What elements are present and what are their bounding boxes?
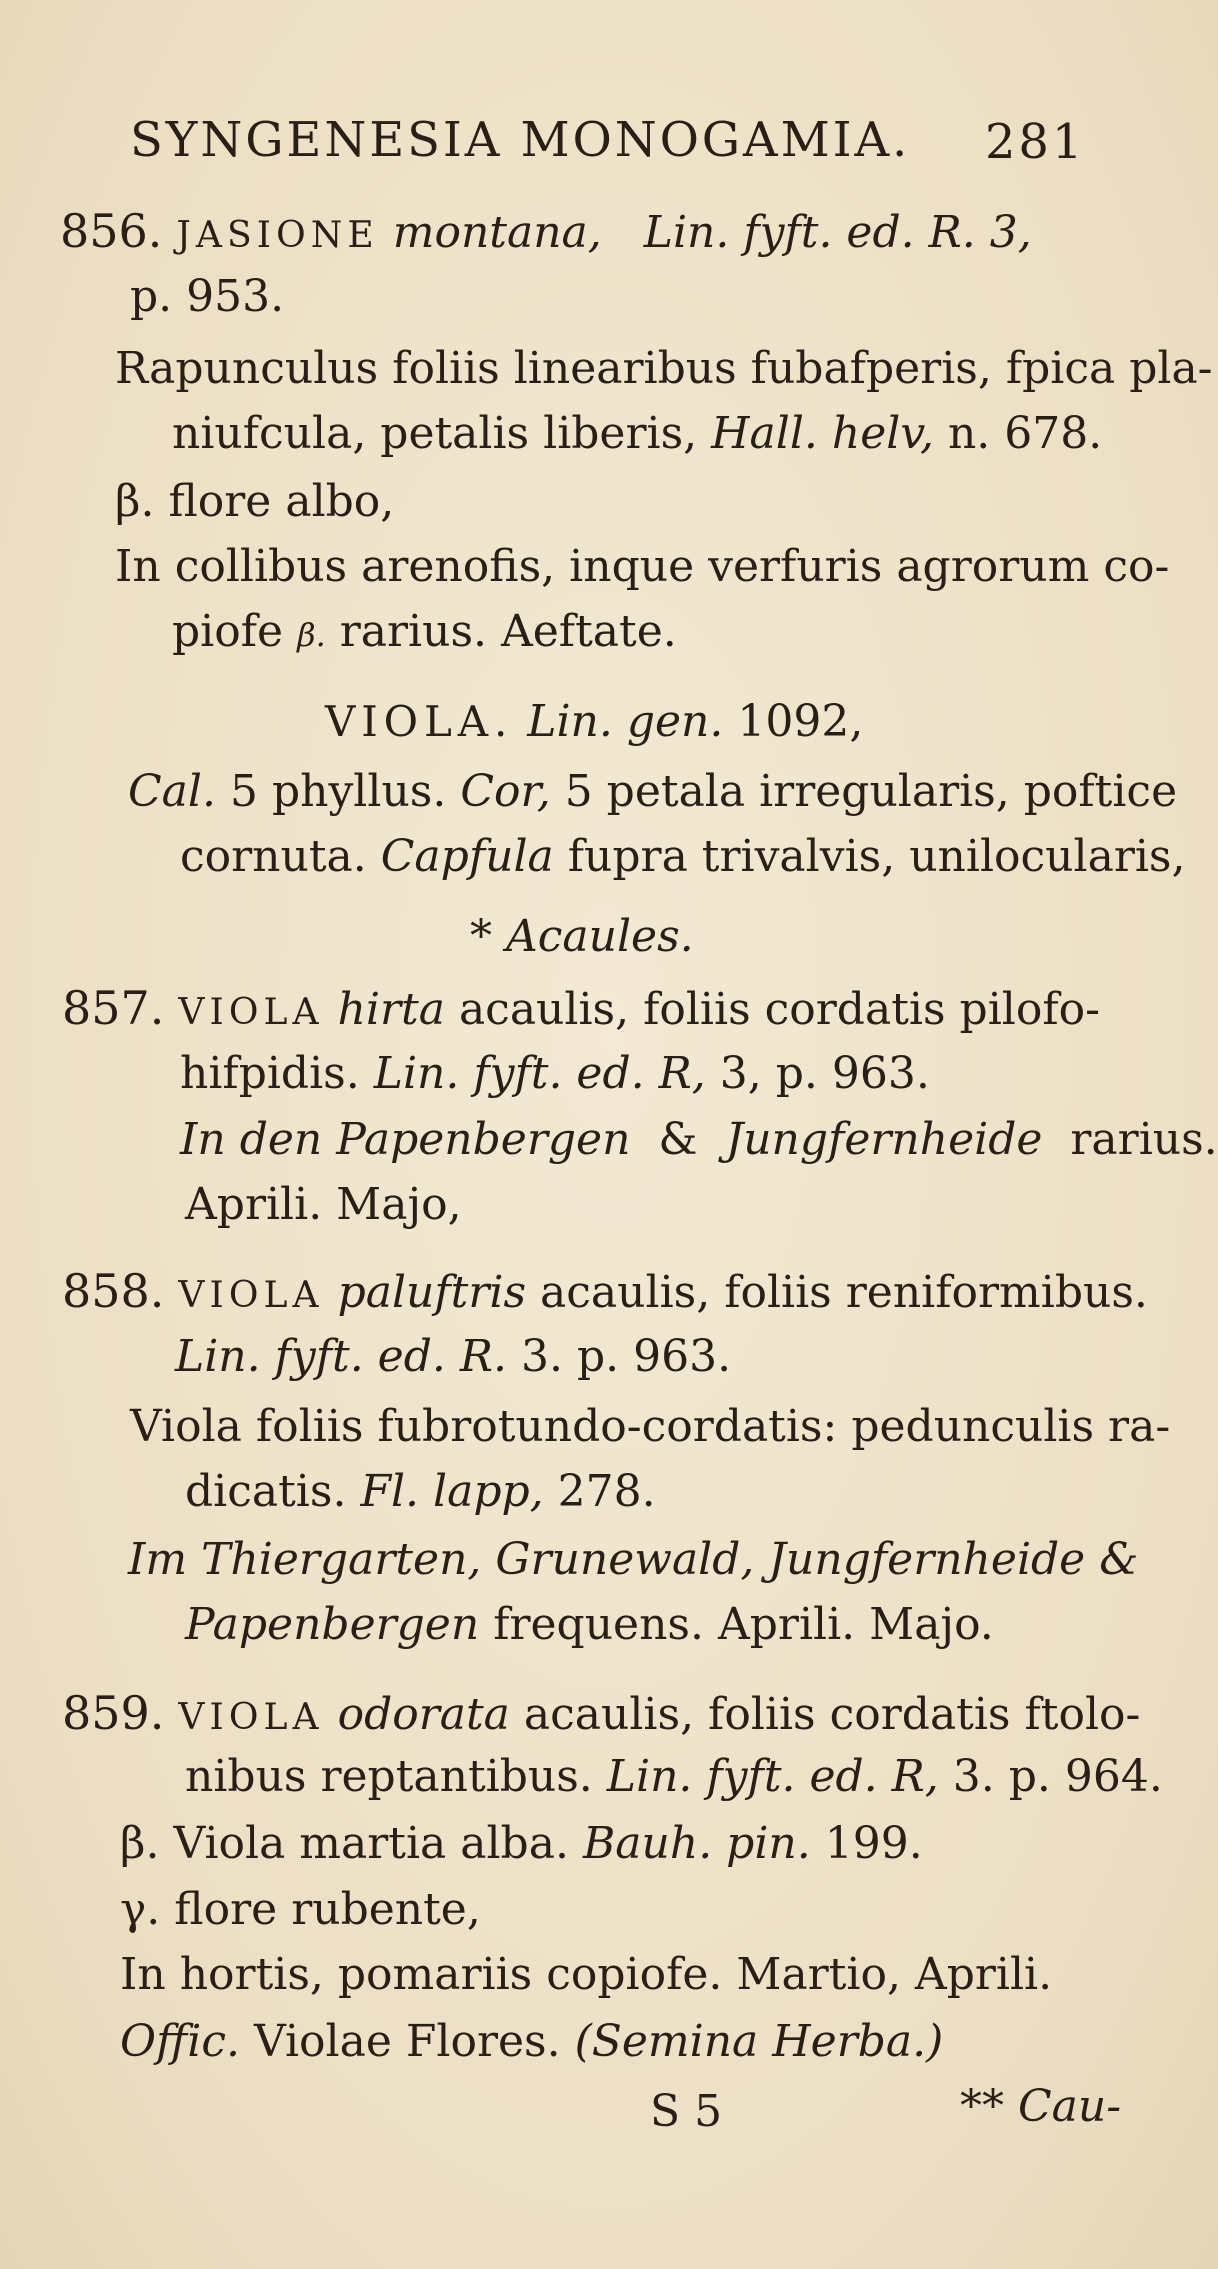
entry-857-line-1 <box>62 981 1100 1035</box>
reference: Lin. fyft. ed. R, <box>373 1048 706 1099</box>
entry-856-line-7 <box>172 606 677 657</box>
entry-859-line-4 <box>120 1884 481 1935</box>
reference: Lin. fyft. ed. R, <box>606 1751 939 1802</box>
species-name: paluftris <box>337 1267 527 1318</box>
entry-858-line-5 <box>128 1534 1139 1585</box>
habitat: piofe <box>172 606 284 657</box>
reference-page: 278. <box>557 1466 656 1517</box>
genus-name: VIOLA. <box>325 697 514 746</box>
reference-page: 199. <box>824 1818 923 1869</box>
genus-name: VIOLA <box>178 1696 324 1738</box>
reference: Lin. gen. <box>527 696 724 747</box>
entry-857-line-4 <box>185 1179 462 1230</box>
description: acaulis, foliis cordatis pilofo- <box>458 984 1100 1035</box>
entry-number: 859. <box>62 1686 165 1740</box>
entry-859-line-3 <box>120 1818 923 1869</box>
genus-name: VIOLA <box>178 991 324 1033</box>
genus-viola-heading <box>325 696 864 747</box>
entry-859-line-2 <box>185 1751 1163 1802</box>
page-number-text: 281 <box>985 114 1086 170</box>
officinal-text: Violae Flores. <box>253 2016 561 2067</box>
habitat: Jungfernheide <box>725 1114 1043 1165</box>
description: cornuta. <box>180 831 367 882</box>
running-head <box>130 112 911 168</box>
description: acaulis, foliis reniformibus. <box>540 1267 1148 1318</box>
entry-856-line-2 <box>130 271 285 322</box>
entry-858-line-3 <box>130 1401 1171 1452</box>
variety-mark: γ. <box>120 1884 161 1935</box>
habitat: rarius. Aeftate. <box>339 606 677 657</box>
entry-number: 856. <box>60 204 163 258</box>
corolla-label: Cor, <box>460 766 551 817</box>
habitat: Im Thiergarten, Grunewald, Jungfernheide & <box>128 1534 1139 1585</box>
genus-name: VIOLA <box>178 1274 324 1316</box>
signature-text: S 5 <box>650 2086 723 2137</box>
corolla-text: 5 petala irregularis, poftice <box>564 766 1178 817</box>
variety-text: flore rubente, <box>174 1884 481 1935</box>
entry-856-line-5 <box>115 476 395 527</box>
section-heading <box>470 911 694 962</box>
reference: Fl. lapp, <box>360 1466 544 1517</box>
section-heading-text: * Acaules. <box>470 911 694 962</box>
reference: Lin. fyft. ed. R. 3, <box>643 207 1032 258</box>
catchword <box>960 2081 1122 2132</box>
entry-858-line-2 <box>175 1331 732 1382</box>
reference-page: 3, p. 963. <box>719 1048 930 1099</box>
reference: Hall. helv, <box>711 408 934 459</box>
habitat: frequens. Aprili. Majo. <box>493 1599 994 1650</box>
synonym: Viola foliis fubrotundo-cordatis: pedunculis ra- <box>130 1401 1171 1452</box>
entry-number: 858. <box>62 1264 165 1318</box>
entry-857-line-3 <box>180 1114 1218 1165</box>
description: nibus reptantibus. <box>185 1751 593 1802</box>
signature-mark <box>650 2086 723 2137</box>
entry-number: 857. <box>62 981 165 1035</box>
variety-mark: β. <box>297 616 326 654</box>
entry-856-line-4 <box>172 408 1103 459</box>
genus-name: JASIONE <box>176 214 379 256</box>
synonym: dicatis. <box>185 1466 347 1517</box>
entry-856-line-1 <box>60 204 1032 258</box>
entry-859-line-6 <box>120 2016 944 2067</box>
variety-mark: β. <box>120 1818 160 1869</box>
officinal-parts: (Semina Herba.) <box>574 2016 944 2067</box>
habitat: rarius. <box>1070 1114 1218 1165</box>
habitat: In hortis, pomariis copiofe. Martio, Aprili. <box>120 1949 1053 2000</box>
variety-text: Viola martia alba. <box>173 1818 569 1869</box>
entry-857-line-2 <box>180 1048 930 1099</box>
genus-viola-line-2 <box>180 831 1186 882</box>
description: Rapunculus foliis linearibus fubafperis, fpica pla- <box>115 343 1213 394</box>
running-head-title: SYNGENESIA MONOGAMIA. <box>130 112 911 168</box>
genus-viola-line-1 <box>128 766 1178 817</box>
species-name: montana, <box>392 207 602 258</box>
calyx-label: Cal. <box>128 766 216 817</box>
page-number <box>985 114 1086 170</box>
habitat: Papenbergen <box>185 1599 480 1650</box>
reference-page: 3. p. 964. <box>952 1751 1163 1802</box>
reference-page: p. 953. <box>130 271 285 322</box>
calyx-text: 5 phyllus. <box>229 766 447 817</box>
habitat: In collibus arenofis, inque verfuris agrorum co- <box>115 541 1170 592</box>
entry-858-line-4 <box>185 1466 656 1517</box>
entry-859-line-5 <box>120 1949 1053 2000</box>
flowering-time: Aprili. Majo, <box>185 1179 462 1230</box>
reference: Bauh. pin. <box>582 1818 811 1869</box>
description: niufcula, petalis liberis, <box>172 408 698 459</box>
reference-number: 1092, <box>737 696 864 747</box>
entry-859-line-1 <box>62 1686 1141 1740</box>
officinal-label: Offic. <box>120 2016 240 2067</box>
variety-mark: β. <box>115 476 155 527</box>
reference-page: 3. p. 963. <box>520 1331 732 1382</box>
description: acaulis, foliis cordatis ftolo- <box>523 1689 1141 1740</box>
entry-856-line-3 <box>115 343 1213 394</box>
entry-856-line-6 <box>115 541 1170 592</box>
entry-858-line-6 <box>185 1599 994 1650</box>
description: fupra trivalvis, unilocularis, <box>567 831 1186 882</box>
entry-858-line-1 <box>62 1264 1148 1318</box>
variety-text: flore albo, <box>168 476 395 527</box>
description: hifpidis. <box>180 1048 360 1099</box>
species-name: hirta <box>337 984 445 1035</box>
reference: Lin. fyft. ed. R. <box>175 1331 507 1382</box>
capsule-label: Capfula <box>380 831 554 882</box>
habitat: In den Papenbergen <box>180 1114 631 1165</box>
habitat: & <box>658 1114 698 1165</box>
catchword-text: ** Cau- <box>960 2081 1122 2132</box>
species-name: odorata <box>337 1689 510 1740</box>
reference-page: n. 678. <box>947 408 1103 459</box>
